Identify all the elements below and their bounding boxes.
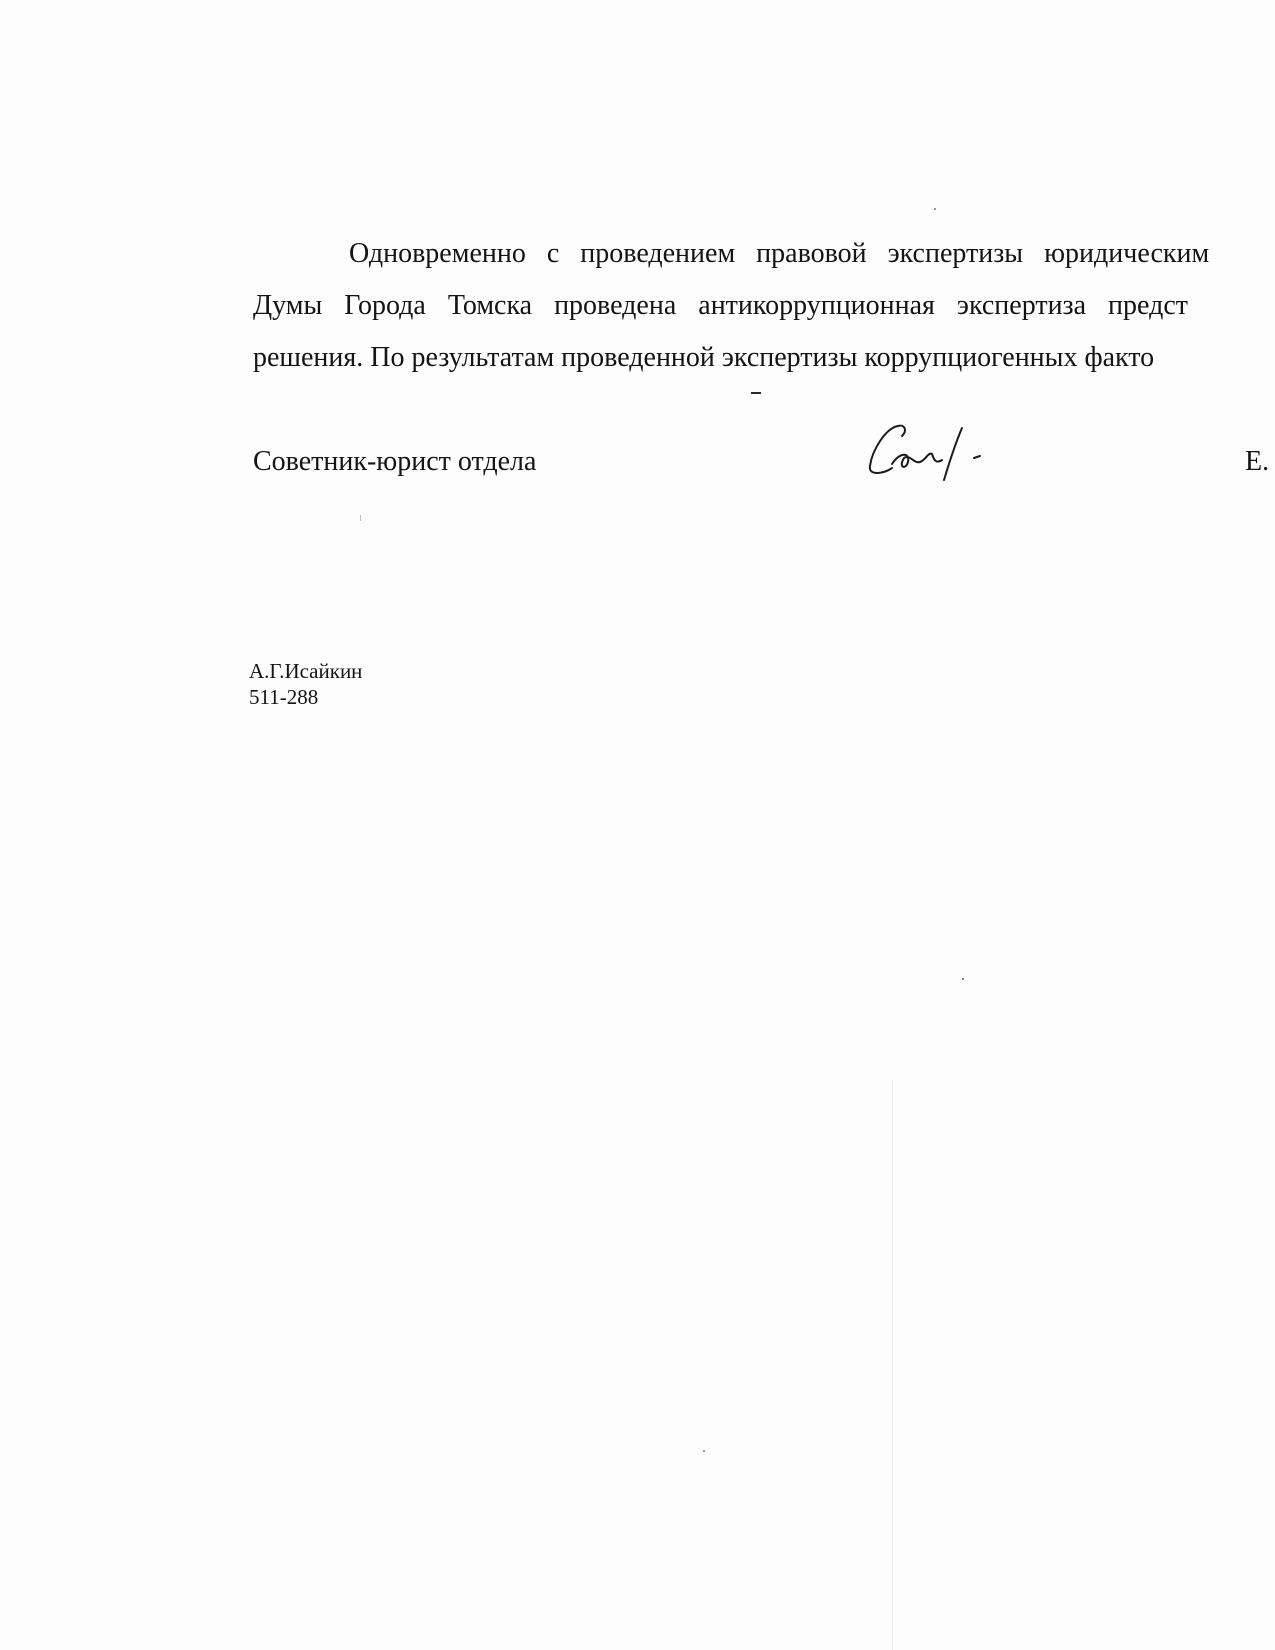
scan-speck [934, 208, 936, 210]
signatory-name: Е. [1245, 446, 1270, 477]
signatory-position: Советник-юрист отдела [253, 446, 537, 477]
paragraph-line-1: Одновременно с проведением правовой экспертизы юридическим [349, 238, 1210, 269]
paragraph-line-2: Думы Города Томска проведена антикоррупционная экспертиза предст [253, 290, 1188, 321]
scan-speck [751, 392, 761, 394]
scan-speck [962, 978, 964, 980]
scan-speck [360, 515, 361, 521]
paragraph-line-3: решения. По результатам проведенной экспертизы коррупциогенных факто [253, 342, 1155, 373]
executor-phone: 511-288 [249, 685, 319, 709]
scan-fold-line [892, 1080, 893, 1650]
scan-speck [703, 1450, 705, 1452]
handwritten-signature [858, 414, 1008, 484]
executor-info [249, 658, 362, 710]
executor-name: А.Г.Исайкин [249, 659, 363, 683]
signature-block [253, 446, 1275, 486]
body-paragraph [253, 228, 1275, 384]
